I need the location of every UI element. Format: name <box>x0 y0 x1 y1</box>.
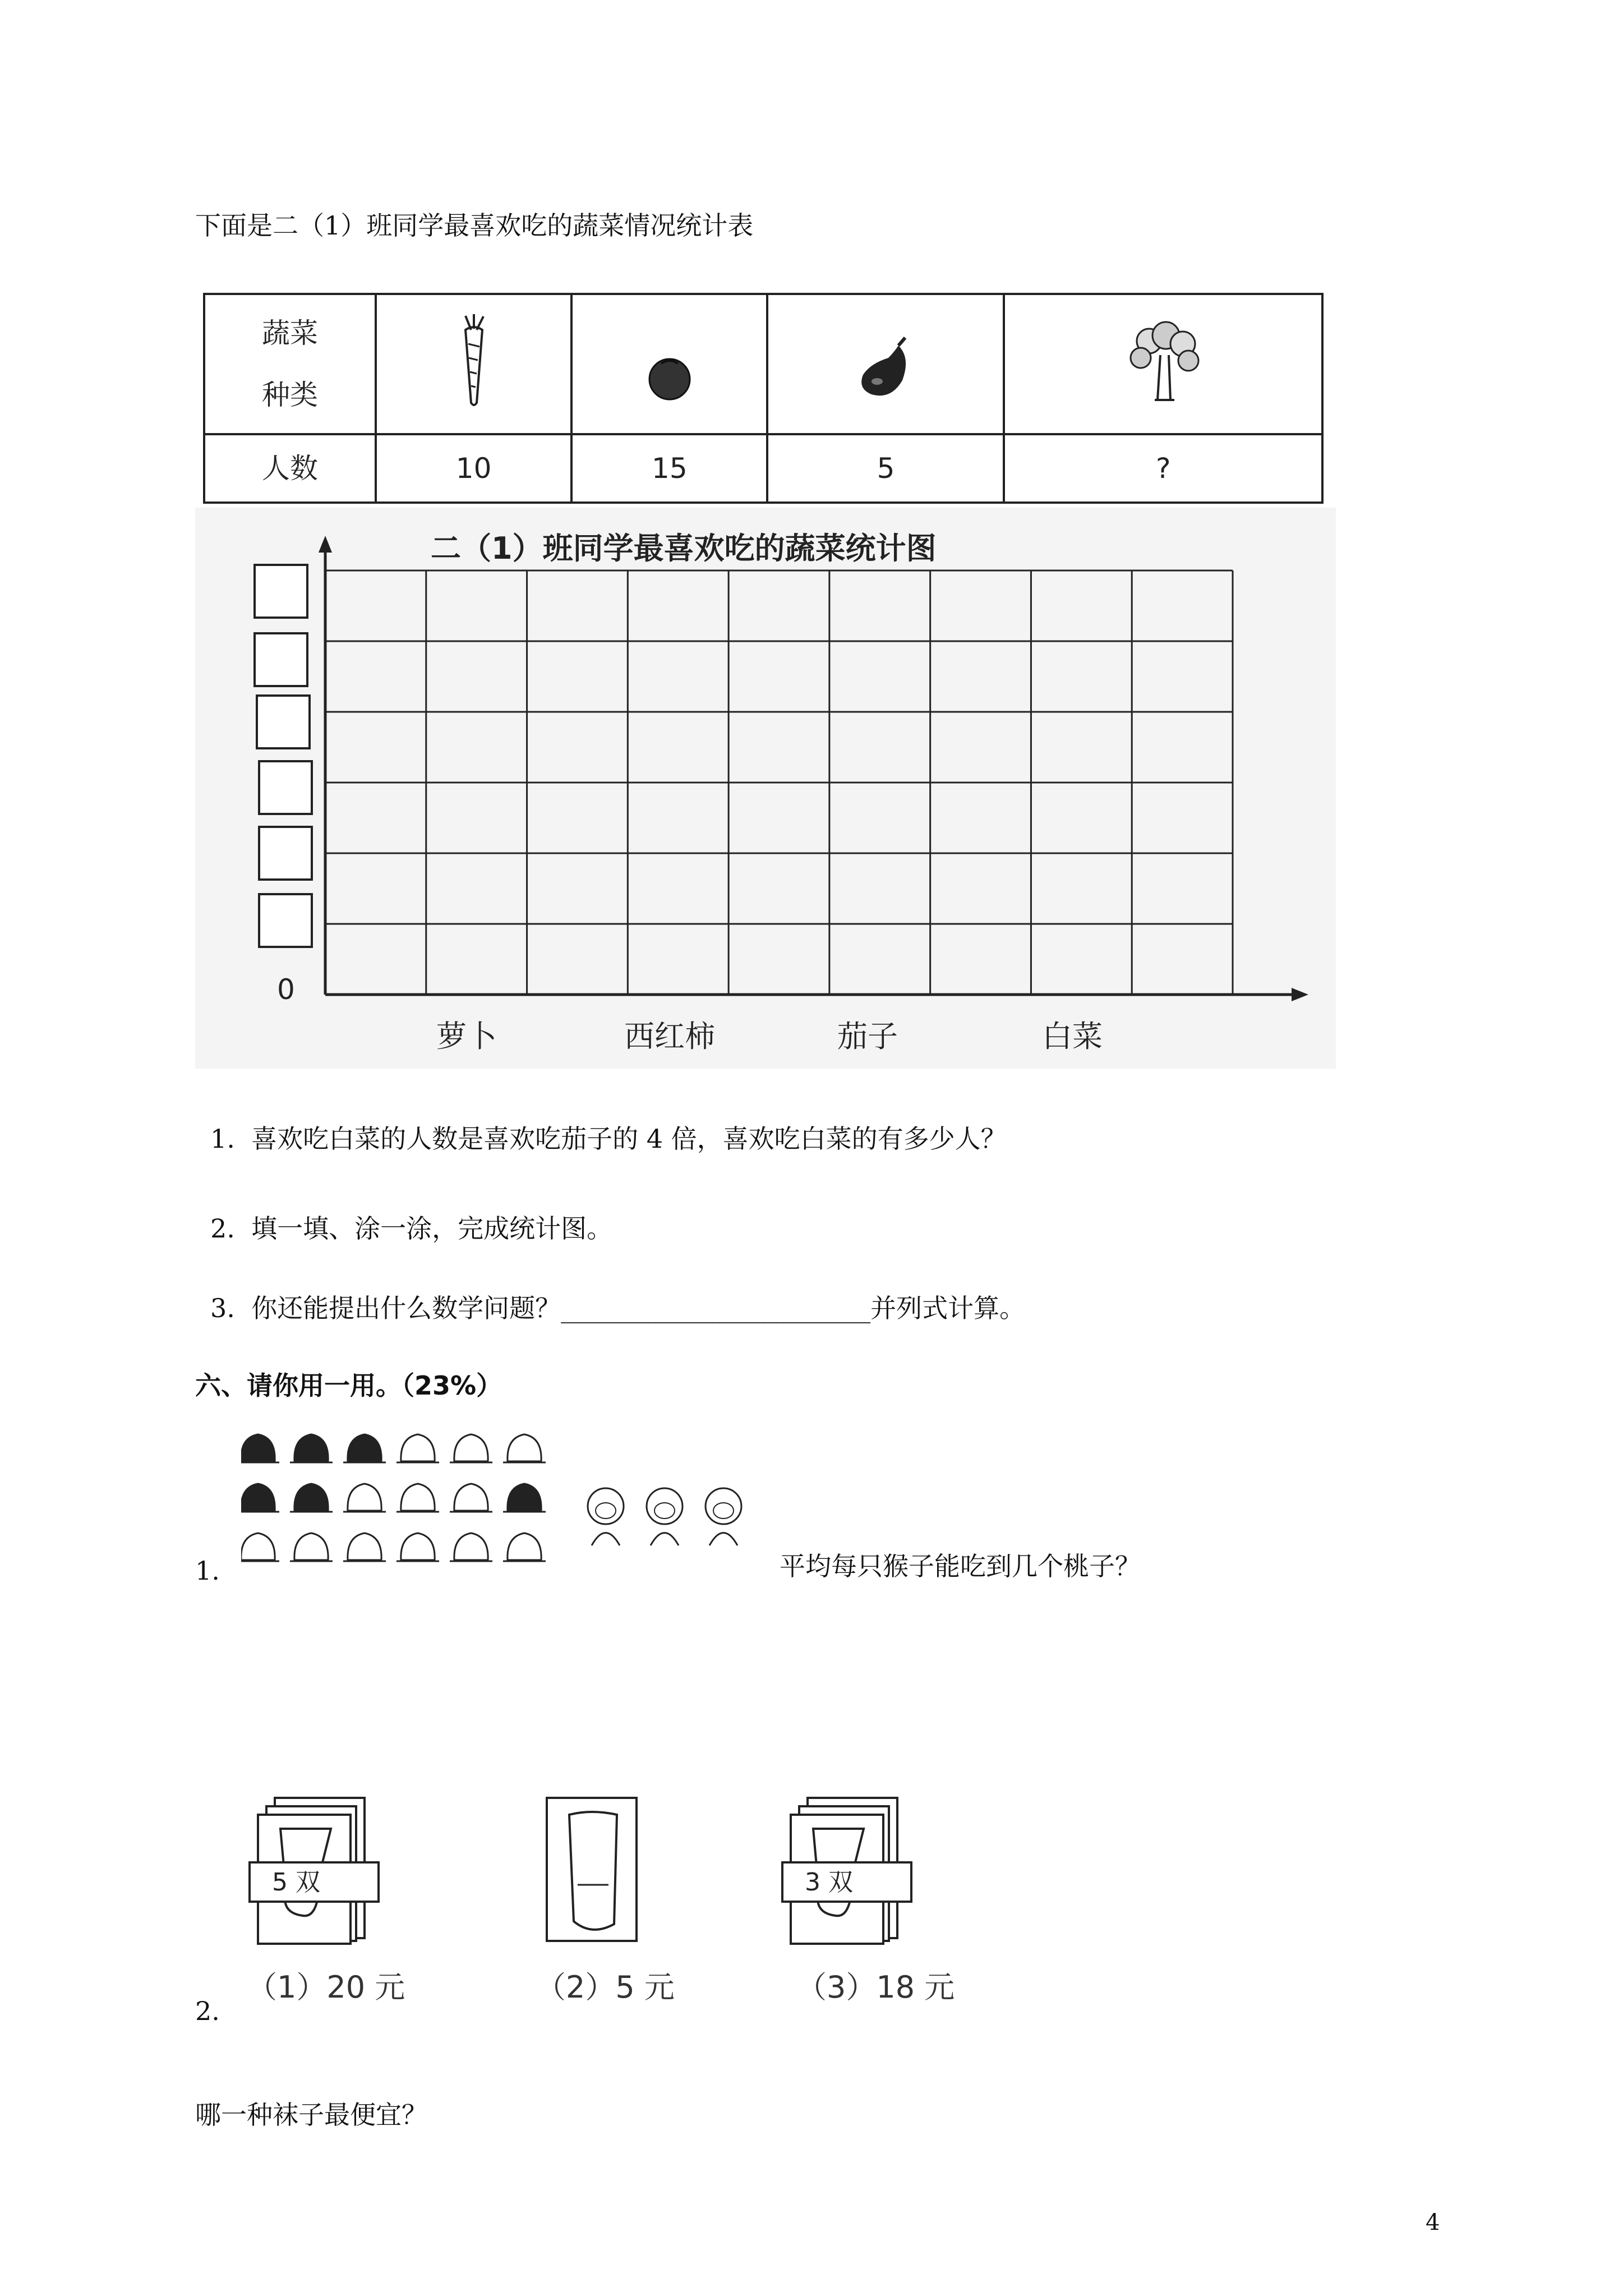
peach-icon <box>450 1484 492 1512</box>
pack-label: 5 双 <box>272 1868 320 1897</box>
peach-icon <box>343 1484 386 1512</box>
chart-grid <box>195 508 1336 1069</box>
count-cell: ? <box>1004 434 1322 503</box>
count-cell: 10 <box>376 434 571 503</box>
x-axis-arrow <box>1292 988 1308 1001</box>
category-label: 白菜 <box>1042 1019 1103 1054</box>
cabbage-cell <box>1004 294 1322 434</box>
answer-blank[interactable]: ________________________ <box>561 1293 871 1323</box>
question-2 <box>210 1212 612 1245</box>
sock-price-1: （1）20 元 <box>247 1970 405 2005</box>
peach-icon <box>450 1434 492 1462</box>
q1-text: 平均每只猴子能吃到几个桃子？ <box>780 1551 1141 1581</box>
peach-icon <box>241 1533 279 1561</box>
chart-panel <box>195 508 1336 1069</box>
count-cell: 5 <box>767 434 1004 503</box>
y-origin-label: 0 <box>277 973 295 1006</box>
tomato-cell <box>571 294 767 434</box>
vegetable-stats-table <box>203 293 1324 504</box>
sock-pack-icon <box>780 1789 925 1947</box>
peach-icon <box>503 1484 546 1512</box>
peach-icon <box>396 1484 439 1512</box>
header-line-1: 蔬菜 <box>262 317 318 349</box>
section-heading: 六、请你用一用。（23%） <box>195 1370 502 1401</box>
question-tail: 并列式计算。 <box>870 1293 1026 1323</box>
category-label: 茄子 <box>837 1019 898 1054</box>
q2-text: 哪一种袜子最便宜？ <box>195 2100 427 2130</box>
peach-icon <box>241 1484 279 1512</box>
y-axis-arrow <box>319 536 332 553</box>
question-3 <box>210 1291 1025 1325</box>
sock-price-3: （3）18 元 <box>796 1970 955 2005</box>
peach-icon <box>290 1533 333 1561</box>
peach-icon <box>503 1434 546 1462</box>
tomato-icon <box>644 352 695 403</box>
carrot-cell <box>376 294 571 434</box>
cabbage-icon <box>1121 316 1205 406</box>
intro-text: 下面是二（1）班同学最喜欢吃的蔬菜情况统计表 <box>195 210 754 241</box>
table-header-type <box>204 294 376 434</box>
header-line-2: 种类 <box>262 379 318 411</box>
monkey-icon <box>588 1488 624 1545</box>
peach-icon <box>343 1533 386 1561</box>
question-number: 3. <box>210 1293 235 1323</box>
sock-pack-3 <box>780 1789 925 1949</box>
sock-pack-icon <box>247 1789 393 1947</box>
pack-label: 3 双 <box>805 1868 853 1897</box>
peach-icon <box>396 1434 439 1462</box>
monkey-icon <box>706 1488 741 1545</box>
question-1 <box>210 1122 1007 1156</box>
peach-icon <box>290 1434 333 1462</box>
peach-icon <box>241 1434 279 1462</box>
eggplant-cell <box>767 294 1004 434</box>
chart-title: 二（1）班同学最喜欢吃的蔬菜统计图 <box>431 531 937 566</box>
peach-icon <box>503 1533 546 1561</box>
peach-icon <box>396 1533 439 1561</box>
category-label: 萝卜 <box>436 1019 497 1054</box>
question-text: 你还能提出什么数学问题？ <box>251 1293 561 1323</box>
sock-price-2: （2）5 元 <box>536 1970 675 2005</box>
sock-pack-2 <box>536 1789 648 1949</box>
q2-number: 2. <box>195 1996 220 2026</box>
question-number: 2. <box>210 1213 235 1244</box>
peach-icon <box>290 1484 333 1512</box>
sock-single-icon <box>536 1789 648 1947</box>
peach-monkey-illustration <box>241 1428 780 1585</box>
peach-icon <box>450 1533 492 1561</box>
monkey-icon <box>647 1488 683 1545</box>
eggplant-icon <box>855 335 916 403</box>
question-text: 填一填、涂一涂，完成统计图。 <box>251 1213 613 1244</box>
carrot-icon <box>449 313 499 408</box>
q1-number: 1. <box>195 1556 220 1586</box>
peach-icon <box>343 1434 386 1462</box>
page-number: 4 <box>1426 2210 1440 2235</box>
count-cell: 15 <box>571 434 767 503</box>
sock-pack-1 <box>247 1789 393 1949</box>
table-header-count: 人数 <box>204 434 376 503</box>
category-label: 西红柿 <box>624 1019 715 1054</box>
question-number: 1. <box>210 1124 235 1154</box>
question-text: 喜欢吃白菜的人数是喜欢吃茄子的 4 倍，喜欢吃白菜的有多少人？ <box>251 1124 1007 1154</box>
